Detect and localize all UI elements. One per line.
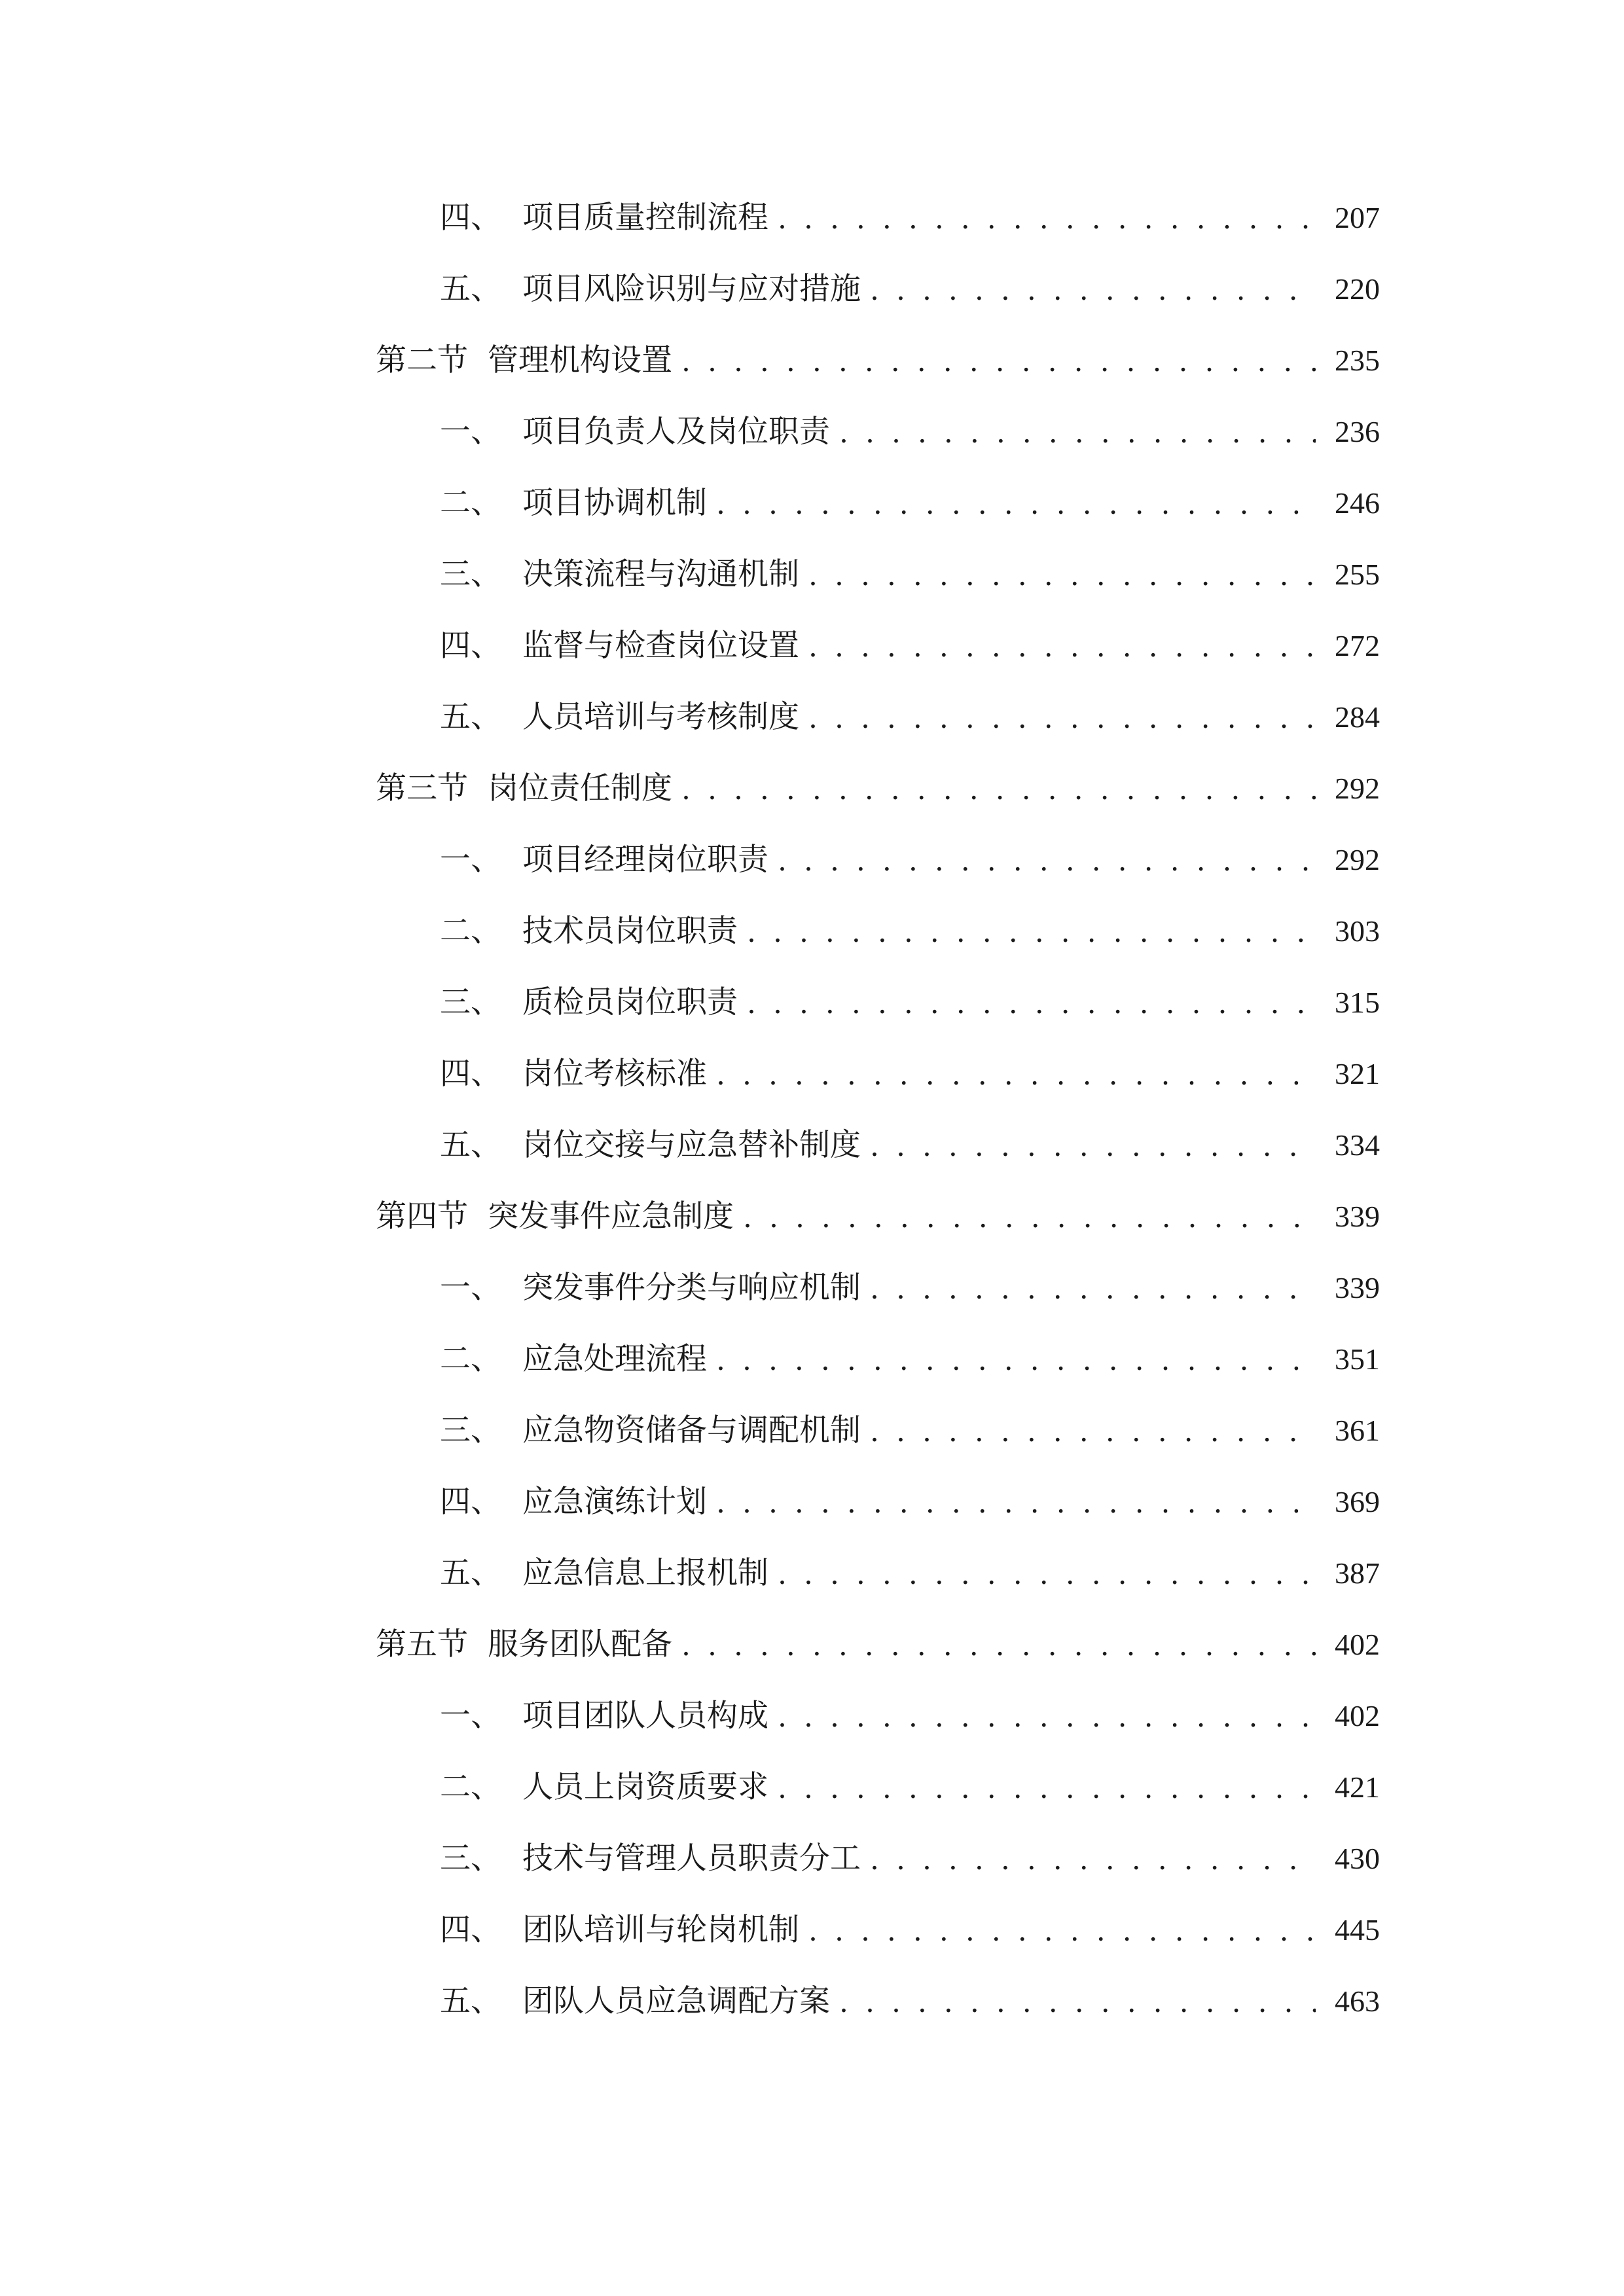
dot-leader <box>839 406 1316 458</box>
toc-entry[interactable] <box>440 263 1380 315</box>
toc-entry[interactable] <box>440 691 1380 744</box>
toc-entry[interactable] <box>440 977 1380 1029</box>
entry-number: 二、 <box>440 913 501 949</box>
section-title: 岗位责任制度 <box>488 770 672 806</box>
entry-number: 四、 <box>440 628 501 664</box>
dot-leader <box>808 548 1316 601</box>
entry-title: 项目经理岗位职责 <box>522 842 768 878</box>
dot-leader <box>870 1119 1316 1172</box>
entry-number: 三、 <box>440 1840 501 1876</box>
entry-title: 岗位交接与应急替补制度 <box>522 1127 861 1163</box>
dot-leader <box>681 1619 1316 1671</box>
toc-entry[interactable] <box>440 1761 1380 1814</box>
entry-page-number: 387 <box>1335 1556 1380 1590</box>
dot-leader <box>716 1048 1316 1100</box>
entry-number: 三、 <box>440 984 501 1020</box>
entry-title: 应急信息上报机制 <box>522 1555 768 1591</box>
entry-page-number: 284 <box>1335 700 1380 734</box>
entry-number: 五、 <box>440 699 501 735</box>
entry-title: 决策流程与沟通机制 <box>522 556 799 592</box>
dot-leader <box>778 1690 1316 1742</box>
entry-page-number: 369 <box>1335 1485 1380 1518</box>
entry-page-number: 255 <box>1335 558 1380 591</box>
dot-leader <box>778 1761 1316 1814</box>
dot-leader <box>716 1476 1316 1528</box>
section-title: 突发事件应急制度 <box>488 1198 734 1234</box>
entry-page-number: 292 <box>1335 843 1380 876</box>
toc-entry[interactable] <box>440 1690 1380 1742</box>
entry-number: 一、 <box>440 414 501 450</box>
entry-page-number: 334 <box>1335 1128 1380 1162</box>
toc-entry[interactable] <box>440 192 1380 244</box>
dot-leader <box>778 834 1316 886</box>
toc-entry[interactable] <box>440 1975 1380 2028</box>
entry-title: 团队培训与轮岗机制 <box>522 1912 799 1948</box>
entry-page-number: 402 <box>1335 1628 1380 1661</box>
entry-page-number: 292 <box>1335 772 1380 805</box>
dot-leader <box>870 263 1316 315</box>
entry-title: 岗位考核标准 <box>522 1056 707 1092</box>
dot-leader <box>747 905 1316 958</box>
dot-leader <box>870 1262 1316 1314</box>
entry-title: 项目风险识别与应对措施 <box>522 271 861 307</box>
entry-page-number: 339 <box>1335 1200 1380 1233</box>
dot-leader <box>778 192 1316 244</box>
entry-page-number: 321 <box>1335 1057 1380 1090</box>
dot-leader <box>808 691 1316 744</box>
entry-title: 技术员岗位职责 <box>522 913 738 949</box>
section-number: 第四节 <box>376 1198 468 1234</box>
toc-entry[interactable] <box>440 477 1380 529</box>
toc-entry[interactable] <box>440 620 1380 672</box>
entry-page-number: 361 <box>1335 1414 1380 1447</box>
section-number: 第三节 <box>376 770 468 806</box>
entry-number: 五、 <box>440 271 501 307</box>
entry-number: 二、 <box>440 1341 501 1377</box>
entry-title: 项目负责人及岗位职责 <box>522 414 830 450</box>
entry-title: 项目团队人员构成 <box>522 1698 768 1734</box>
dot-leader <box>716 1333 1316 1386</box>
entry-title: 项目协调机制 <box>522 485 707 521</box>
dot-leader <box>743 1191 1316 1243</box>
toc-entry[interactable] <box>440 1405 1380 1457</box>
toc-section-entry[interactable] <box>376 762 1380 815</box>
toc-entry[interactable] <box>440 905 1380 958</box>
entry-title: 技术与管理人员职责分工 <box>522 1840 861 1876</box>
dot-leader <box>681 334 1316 387</box>
entry-page-number: 351 <box>1335 1342 1380 1376</box>
entry-number: 四、 <box>440 200 501 236</box>
toc-entry[interactable] <box>440 1904 1380 1956</box>
entry-page-number: 430 <box>1335 1842 1380 1875</box>
dot-leader <box>870 1405 1316 1457</box>
toc-entry[interactable] <box>440 834 1380 886</box>
entry-number: 一、 <box>440 1270 501 1306</box>
toc-entry[interactable] <box>440 1333 1380 1386</box>
entry-number: 三、 <box>440 556 501 592</box>
entry-page-number: 421 <box>1335 1770 1380 1804</box>
entry-number: 三、 <box>440 1412 501 1448</box>
entry-number: 四、 <box>440 1484 501 1520</box>
entry-page-number: 463 <box>1335 1984 1380 2018</box>
entry-page-number: 402 <box>1335 1699 1380 1732</box>
toc-entry[interactable] <box>440 1262 1380 1314</box>
entry-number: 一、 <box>440 1698 501 1734</box>
entry-page-number: 339 <box>1335 1271 1380 1304</box>
entry-number: 四、 <box>440 1912 501 1948</box>
toc-section-entry[interactable] <box>376 1191 1380 1243</box>
toc-entry[interactable] <box>440 406 1380 458</box>
entry-page-number: 315 <box>1335 986 1380 1019</box>
entry-title: 应急物资储备与调配机制 <box>522 1412 861 1448</box>
entry-title: 质检员岗位职责 <box>522 984 738 1020</box>
entry-number: 二、 <box>440 1769 501 1805</box>
entry-title: 应急演练计划 <box>522 1484 707 1520</box>
toc-entry[interactable] <box>440 1119 1380 1172</box>
entry-page-number: 220 <box>1335 272 1380 306</box>
entry-page-number: 445 <box>1335 1913 1380 1946</box>
dot-leader <box>808 1904 1316 1956</box>
toc-entry[interactable] <box>440 548 1380 601</box>
entry-page-number: 303 <box>1335 914 1380 948</box>
toc-section-entry[interactable] <box>376 334 1380 387</box>
entry-page-number: 272 <box>1335 629 1380 662</box>
entry-page-number: 246 <box>1335 486 1380 520</box>
entry-page-number: 236 <box>1335 415 1380 448</box>
dot-leader <box>778 1547 1316 1600</box>
dot-leader <box>870 1833 1316 1885</box>
entry-title: 人员培训与考核制度 <box>522 699 799 735</box>
entry-number: 一、 <box>440 842 501 878</box>
dot-leader <box>747 977 1316 1029</box>
entry-title: 项目质量控制流程 <box>522 200 768 236</box>
section-title: 服务团队配备 <box>488 1626 672 1662</box>
dot-leader <box>839 1975 1316 2028</box>
toc-entry[interactable] <box>440 1547 1380 1600</box>
section-title: 管理机构设置 <box>488 342 672 378</box>
entry-title: 突发事件分类与响应机制 <box>522 1270 861 1306</box>
toc-section-entry[interactable] <box>376 1619 1380 1671</box>
entry-number: 二、 <box>440 485 501 521</box>
entry-number: 五、 <box>440 1127 501 1163</box>
section-number: 第二节 <box>376 342 468 378</box>
entry-page-number: 207 <box>1335 201 1380 234</box>
entry-number: 五、 <box>440 1555 501 1591</box>
toc-entry[interactable] <box>440 1048 1380 1100</box>
section-number: 第五节 <box>376 1626 468 1662</box>
dot-leader <box>716 477 1316 529</box>
dot-leader <box>681 762 1316 815</box>
entry-title: 人员上岗资质要求 <box>522 1769 768 1805</box>
toc-entry[interactable] <box>440 1833 1380 1885</box>
entry-number: 四、 <box>440 1056 501 1092</box>
entry-title: 应急处理流程 <box>522 1341 707 1377</box>
dot-leader <box>808 620 1316 672</box>
entry-title: 团队人员应急调配方案 <box>522 1983 830 2019</box>
entry-page-number: 235 <box>1335 344 1380 377</box>
toc-entry[interactable] <box>440 1476 1380 1528</box>
entry-title: 监督与检查岗位设置 <box>522 628 799 664</box>
entry-number: 五、 <box>440 1983 501 2019</box>
